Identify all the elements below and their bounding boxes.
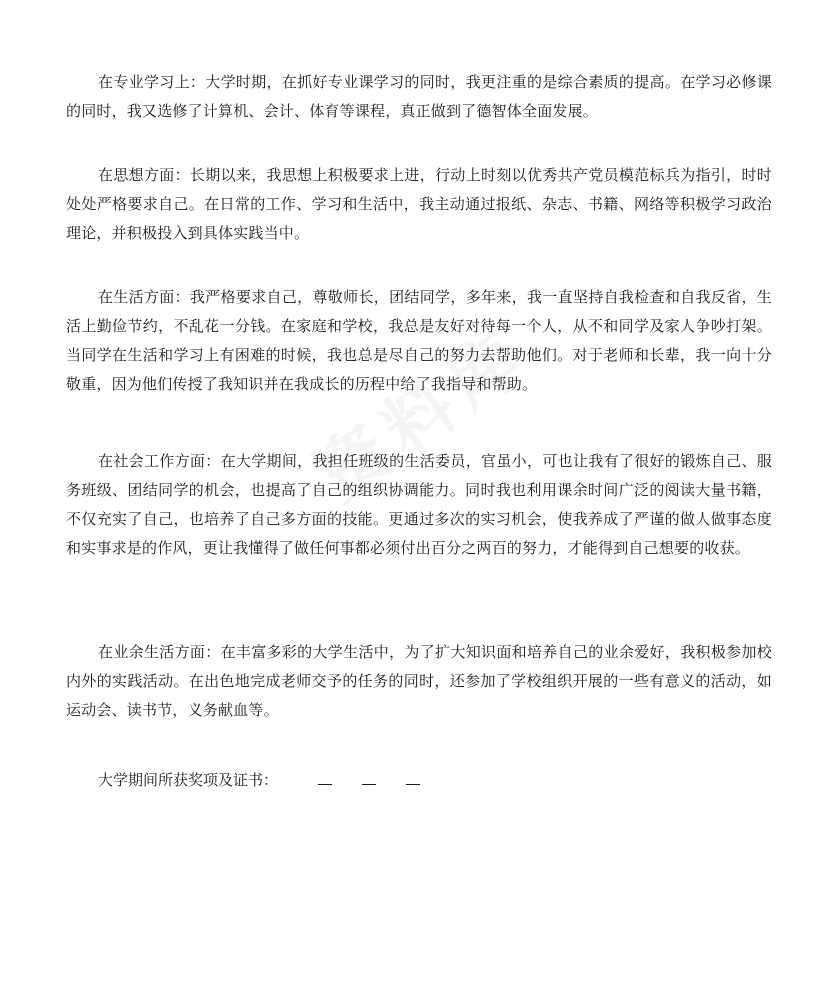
paragraph-leisure: 在业余生活方面：在丰富多彩的大学生活中，为了扩大知识面和培养自己的业余爱好，我积极参加校内外的实践活动。在出色地完成老师交予的任务的同时，还参加了学校组织开展的一些有意义的活动，如运动会、读书节，义务献血等。: [66, 643, 772, 719]
paragraph-ideology: 在思想方面：长期以来，我思想上积极要求上进，行动上时刻以优秀共产党员模范标兵为指引，时时处处严格要求自己。在日常的工作、学习和生活中，我主动通过报纸、杂志、书籍、网络等积极学习政治理论，并积极投入到具体实践当中。: [66, 166, 772, 242]
paragraph-social-work: 在社会工作方面：在大学期间，我担任班级的生活委员，官虽小，可也让我有了很好的锻炼自己、服务班级、团结同学的机会，也提高了自己的组织协调能力。同时我也利用课余时间广泛的阅读大量书籍，不仅充实了自己，也培养了自己多方面的技能。更通过多次的实习机会，使我养成了严谨的做人做事态度和实事求是的作风，更让我懂得了做任何事都必须付出百分之两百的努力，才能得到自己想要的收获。: [66, 452, 772, 557]
paragraph-life: 在生活方面：我严格要求自己，尊敬师长，团结同学，多年来，我一直坚持自我检查和自我反省，生活上勤俭节约，不乱花一分钱。在家庭和学校，我总是友好对待每一个人，从不和同学及家人争吵打架。当同学在生活和学习上有困难的时候，我也总是尽自己的努力去帮助他们。对于老师和长辈，我一向十分敬重，因为他们传授了我知识并在我成长的历程中给了我指导和帮助。: [66, 288, 772, 393]
awards-line: [98, 766, 420, 795]
award-blank-1: [318, 766, 332, 785]
paragraph-study: 在专业学习上：大学时期，在抓好专业课学习的同时，我更注重的是综合素质的提高。在学习必修课的同时，我又选修了计算机、会计、体育等课程，真正做到了德智体全面发展。: [66, 73, 772, 120]
award-blank-3: [406, 766, 420, 785]
awards-label: 大学期间所获奖项及证书：: [98, 771, 279, 789]
award-blank-2: [362, 766, 376, 785]
